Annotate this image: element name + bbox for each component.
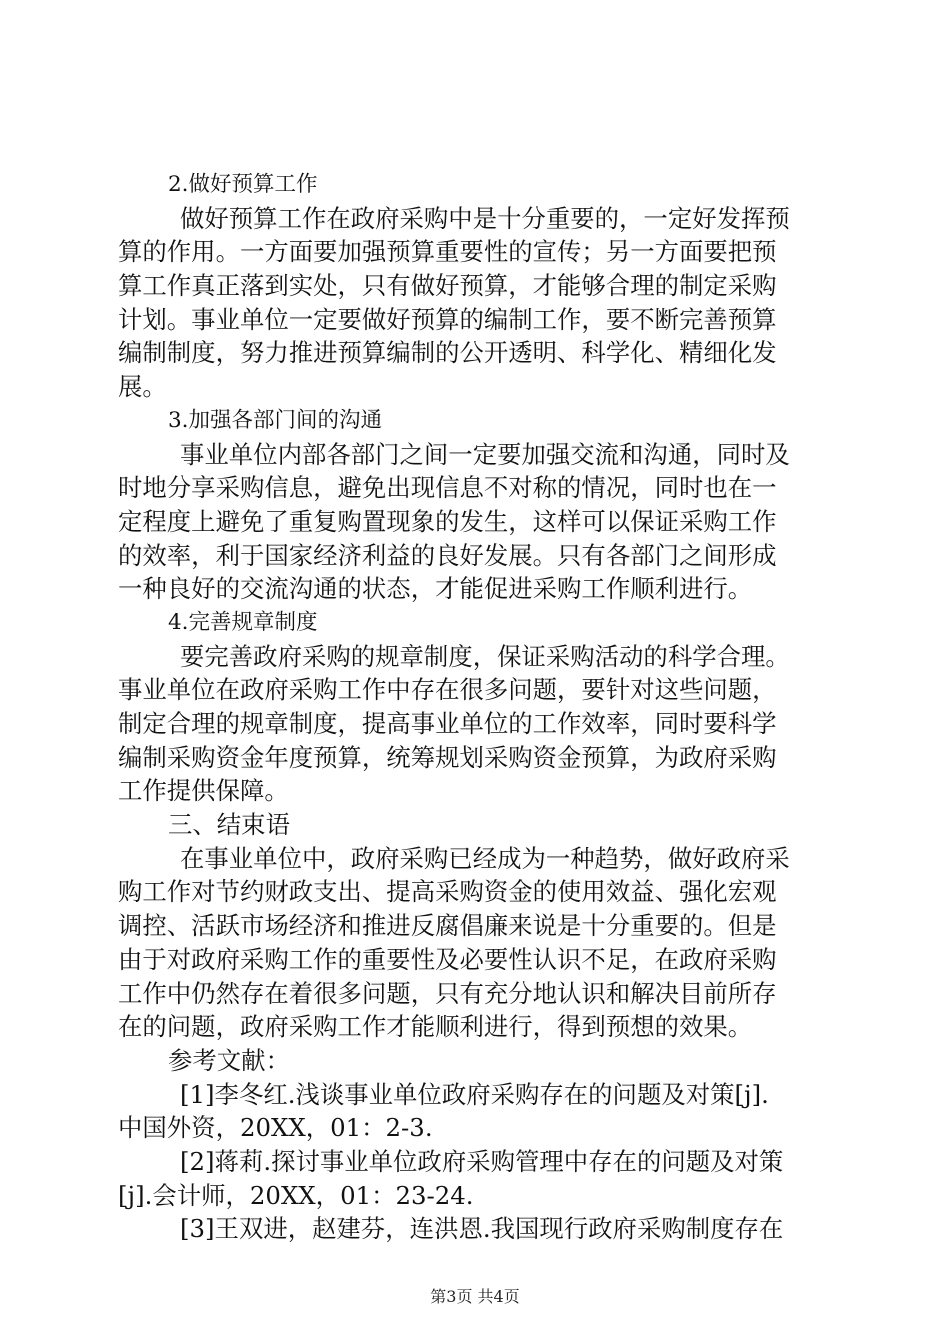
paragraph-line: 要完善政府采购的规章制度，保证采购活动的科学合理。: [180, 641, 790, 671]
section-heading: 2.做好预算工作: [168, 172, 318, 197]
page-number-footer: 第3页 共4页: [430, 1287, 520, 1306]
paragraph-line: 算的作用。一方面要加强预算重要性的宣传；另一方面要把预: [118, 237, 777, 267]
reference-line: [3]王双进，赵建芬，连洪恩.我国现行政府采购制度存在: [180, 1214, 784, 1244]
paragraph-line: 的效率，利于国家经济利益的良好发展。只有各部门之间形成: [118, 540, 777, 570]
paragraph-line: 在事业单位中，政府采购已经成为一种趋势，做好政府采: [180, 843, 790, 873]
paragraph-line: 调控、活跃市场经济和推进反腐倡廉来说是十分重要的。但是: [118, 911, 777, 941]
paragraph-line: 时地分享采购信息，避免出现信息不对称的情况，同时也在一: [118, 473, 777, 503]
reference-line: 中国外资，20XX，01：2-3.: [118, 1113, 433, 1143]
paragraph-line: 计划。事业单位一定要做好预算的编制工作，要不断完善预算: [118, 304, 777, 334]
paragraph-line: 由于对政府采购工作的重要性及必要性认识不足，在政府采购: [118, 944, 777, 974]
section-heading: 4.完善规章制度: [168, 609, 318, 635]
document-body: [118, 168, 836, 1246]
paragraph-line: 算工作真正落到实处，只有做好预算，才能够合理的制定采购: [118, 271, 777, 301]
paragraph-line: 工作提供保障。: [118, 776, 289, 806]
section-heading: 3.加强各部门间的沟通: [168, 407, 383, 433]
paragraph-line: 做好预算工作在政府采购中是十分重要的，一定好发挥预: [180, 203, 790, 233]
paragraph-line: 工作中仍然存在着很多问题，只有充分地认识和解决目前所存: [118, 978, 777, 1008]
paragraph-line: 制定合理的规章制度，提高事业单位的工作效率，同时要科学: [118, 709, 777, 738]
reference-line: [1]李冬红.浅谈事业单位政府采购存在的问题及对策[j].: [180, 1079, 769, 1109]
paragraph-line: 事业单位在政府采购工作中存在很多问题，要针对这些问题，: [118, 675, 777, 705]
paragraph-line: 定程度上避免了重复购置现象的发生，这样可以保证采购工作: [118, 506, 777, 536]
references-heading: 参考文献：: [168, 1045, 290, 1075]
paragraph-line: 在的问题，政府采购工作才能顺利进行，得到预想的效果。: [118, 1012, 753, 1042]
section-heading: 三、结束语: [168, 810, 290, 840]
reference-line: [2]蒋莉.探讨事业单位政府采购管理中存在的问题及对策: [180, 1146, 784, 1176]
paragraph-line: 展。: [118, 372, 167, 402]
paragraph-line: 事业单位内部各部门之间一定要加强交流和沟通，同时及: [180, 439, 790, 469]
paragraph-line: 编制制度，努力推进预算编制的公开透明、科学化、精细化发: [118, 338, 777, 368]
paragraph-line: 购工作对节约财政支出、提高采购资金的使用效益、强化宏观: [118, 877, 777, 907]
reference-line: [j].会计师，20XX，01：23-24.: [118, 1180, 474, 1210]
paragraph-line: 一种良好的交流沟通的状态，才能促进采购工作顺利进行。: [118, 574, 753, 604]
paragraph-line: 编制采购资金年度预算，统筹规划采购资金预算，为政府采购: [118, 742, 777, 772]
